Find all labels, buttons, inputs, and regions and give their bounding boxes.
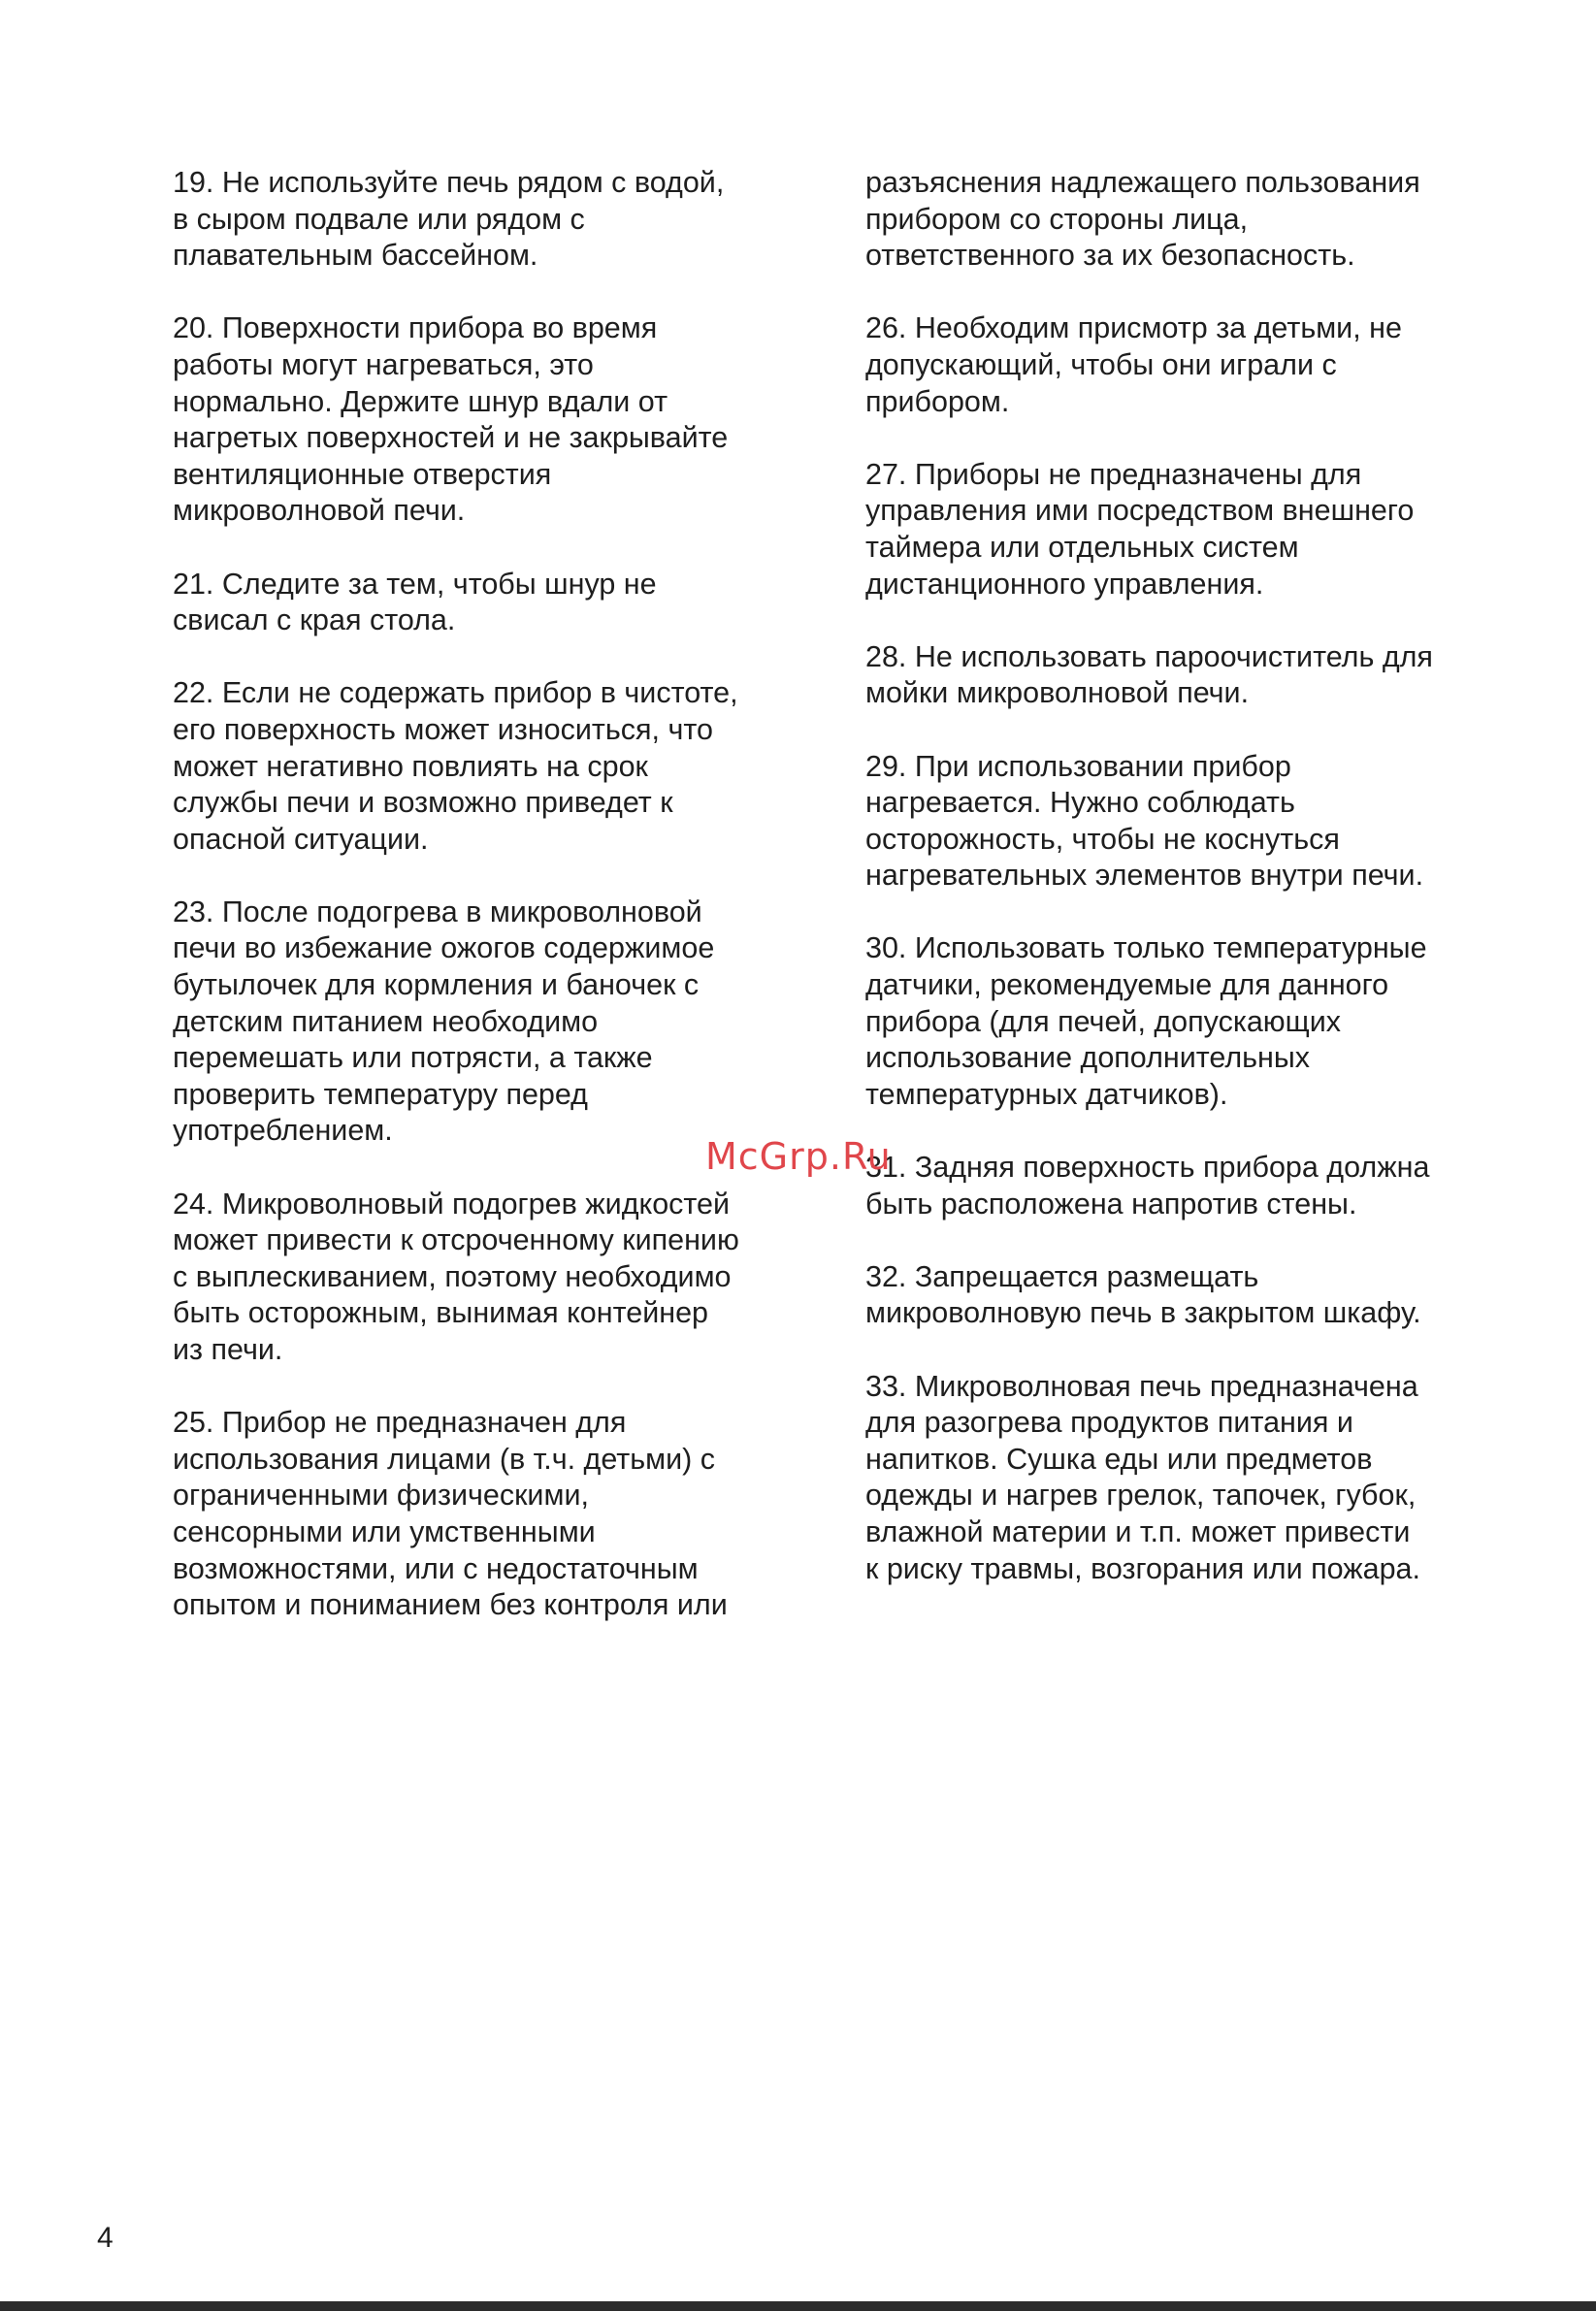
paragraph-30: 30. Использовать только температурные датчики, рекомендуемые для данного прибора (для печей, допускающих использование дополнительных температурных датчиков). — [865, 931, 1427, 1111]
paragraph-26: 26. Необходим присмотр за детьми, не допускающий, чтобы они играли с прибором. — [865, 311, 1402, 418]
paragraph-24: 24. Микроволновый подогрев жидкостей может привести к отсроченному кипению с выплескиванием, поэтому необходимо быть осторожным, вынимая контейнер из печи. — [173, 1187, 739, 1366]
paragraph-19: 19. Не используйте печь рядом с водой, в сыром подвале или рядом с плавательным бассейном. — [173, 166, 725, 273]
paragraph-28: 28. Не использовать пароочиститель для мойки микроволновой печи. — [865, 639, 1433, 710]
paragraph-31: 31. Задняя поверхность прибора должна быть расположена напротив стены. — [865, 1151, 1430, 1221]
paragraph-21: 21. Следите за тем, чтобы шнур не свисал с края стола. — [173, 567, 657, 637]
paragraph-25-continued: разъяснения надлежащего пользования прибором со стороны лица, ответственного за их безопасность. — [865, 166, 1420, 273]
watermark: McGrp.Ru — [705, 1135, 892, 1178]
paragraph-20: 20. Поверхности прибора во время работы могут нагреваться, это нормально. Держите шнур вдали от нагретых поверхностей и не закрывайте вентиляционные отверстия микроволновой печи. — [173, 311, 729, 528]
paragraph-25: 25. Прибор не предназначен для использования лицами (в т.ч. детьми) с ограниченными физическими, сенсорными или умственными возможностями, или с недостаточным опытом и пониманием без контроля или — [173, 1406, 728, 1622]
left-column — [173, 165, 794, 1660]
paragraph-32: 32. Запрещается размещать микроволновую печь в закрытом шкафу. — [865, 1259, 1421, 1330]
paragraph-22: 22. Если не содержать прибор в чистоте, его поверхность может износиться, что может негативно повлиять на срок службы печи и возможно приведет к опасной ситуации. — [173, 676, 738, 856]
paragraph-33: 33. Микроволновая печь предназначена для разогрева продуктов питания и напитков. Сушка еды или предметов одежды и нагрев грелок, тапочек, губок, влажной материи и т.п. может привести к риску травмы, возгорания или пожара. — [865, 1369, 1420, 1585]
paragraph-27: 27. Приборы не предназначены для управления ими посредством внешнего таймера или отдельных систем дистанционного управления. — [865, 457, 1415, 601]
paragraph-29: 29. При использовании прибор нагревается. Нужно соблюдать осторожность, чтобы не коснуться нагревательных элементов внутри печи. — [865, 749, 1424, 893]
right-column — [865, 165, 1486, 1624]
paragraph-23: 23. После подогрева в микроволновой печи во избежание ожогов содержимое бутылочек для кормления и баночек с детским питанием необходимо перемешать или потрясти, а также проверить температуру перед употреблением. — [173, 895, 715, 1148]
page-number: 4 — [97, 2222, 114, 2254]
bottom-border — [0, 2301, 1596, 2311]
